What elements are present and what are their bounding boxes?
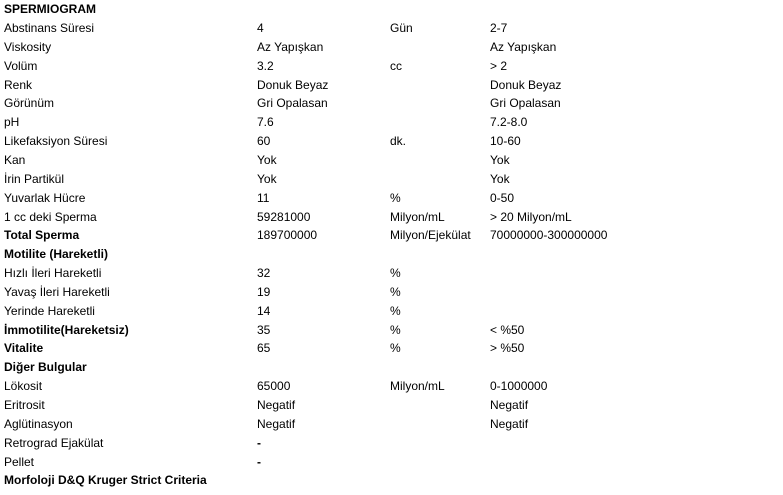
table-row — [0, 379, 783, 397]
table-row — [0, 153, 783, 171]
result-value: 189700000 — [257, 228, 318, 242]
parameter-name: Aglütinasyon — [4, 417, 73, 431]
result-value: Az Yapışkan — [257, 40, 324, 54]
result-value: - — [257, 436, 261, 450]
unit-label: % — [390, 323, 401, 337]
parameter-name: Motilite (Hareketli) — [4, 247, 109, 261]
table-row — [0, 436, 783, 454]
table-row — [0, 21, 783, 39]
result-value: Negatif — [257, 417, 296, 431]
reference-range: > 20 Milyon/mL — [490, 210, 572, 224]
result-value: 59281000 — [257, 210, 311, 224]
parameter-name: Yerinde Hareketli — [4, 304, 95, 318]
parameter-name: Total Sperma — [4, 228, 80, 242]
result-value: 4 — [257, 21, 264, 35]
result-value: Negatif — [257, 398, 296, 412]
unit-label: % — [390, 341, 401, 355]
unit-label: Milyon/mL — [390, 210, 445, 224]
reference-range: < %50 — [490, 323, 525, 337]
parameter-name: Renk — [4, 78, 33, 92]
result-value: Yok — [257, 153, 277, 167]
result-value: 65000 — [257, 379, 291, 393]
parameter-name: Yuvarlak Hücre — [4, 191, 86, 205]
table-row — [0, 172, 783, 190]
reference-range: Donuk Beyaz — [490, 78, 562, 92]
reference-range: > %50 — [490, 341, 525, 355]
reference-range: 70000000-300000000 — [490, 228, 608, 242]
result-value: 7.6 — [257, 115, 274, 129]
parameter-name: Likefaksiyon Süresi — [4, 134, 108, 148]
reference-range: Negatif — [490, 398, 529, 412]
parameter-name: Kan — [4, 153, 26, 167]
parameter-name: 1 cc deki Sperma — [4, 210, 97, 224]
parameter-name: Viskosity — [4, 40, 52, 54]
reference-range: 2-7 — [490, 21, 508, 35]
parameter-name: İmmotilite(Hareketsiz) — [4, 323, 129, 337]
unit-label: % — [390, 191, 401, 205]
reference-range: Az Yapışkan — [490, 40, 557, 54]
table-row — [0, 210, 783, 228]
result-value: 60 — [257, 134, 271, 148]
parameter-name: Abstinans Süresi — [4, 21, 95, 35]
unit-label: cc — [390, 59, 402, 73]
table-row — [0, 304, 783, 322]
parameter-name: Diğer Bulgular — [4, 360, 87, 374]
unit-label: dk. — [390, 134, 407, 148]
parameter-name: Eritrosit — [4, 398, 45, 412]
reference-range: 10-60 — [490, 134, 521, 148]
unit-label: % — [390, 304, 401, 318]
table-row — [0, 455, 783, 473]
result-value: Gri Opalasan — [257, 96, 328, 110]
parameter-name: Retrograd Ejakülat — [4, 436, 104, 450]
table-row — [0, 417, 783, 435]
table-row — [0, 96, 783, 114]
reference-range: 0-1000000 — [490, 379, 548, 393]
parameter-name: pH — [4, 115, 20, 129]
result-value: Donuk Beyaz — [257, 78, 329, 92]
table-row — [0, 59, 783, 77]
table-row — [0, 473, 783, 491]
result-value: 14 — [257, 304, 271, 318]
parameter-name: Pellet — [4, 455, 35, 469]
result-value: 3.2 — [257, 59, 274, 73]
result-value: 65 — [257, 341, 271, 355]
reference-range: Negatif — [490, 417, 529, 431]
table-row — [0, 115, 783, 133]
table-row — [0, 134, 783, 152]
table-row — [0, 247, 783, 265]
result-value: 35 — [257, 323, 271, 337]
reference-range: Yok — [490, 172, 510, 186]
parameter-name: Morfoloji D&Q Kruger Strict Criteria — [4, 473, 207, 487]
table-row — [0, 191, 783, 209]
result-value: 32 — [257, 266, 271, 280]
result-value: 19 — [257, 285, 271, 299]
table-row — [0, 228, 783, 246]
table-row — [0, 360, 783, 378]
unit-label: Gün — [390, 21, 413, 35]
reference-range: 7.2-8.0 — [490, 115, 528, 129]
parameter-name: Lökosit — [4, 379, 43, 393]
table-row — [0, 341, 783, 359]
table-row — [0, 398, 783, 416]
parameter-name: Vitalite — [4, 341, 44, 355]
result-value: 11 — [257, 191, 270, 205]
table-row — [0, 285, 783, 303]
result-value: - — [257, 455, 261, 469]
table-row — [0, 266, 783, 284]
table-row — [0, 78, 783, 96]
report-title: SPERMIOGRAM — [4, 2, 97, 16]
reference-range: Gri Opalasan — [490, 96, 561, 110]
table-row — [0, 323, 783, 341]
parameter-name: İrin Partikül — [4, 172, 65, 186]
unit-label: % — [390, 285, 401, 299]
parameter-name: Görünüm — [4, 96, 55, 110]
parameter-name: Yavaş İleri Hareketli — [4, 285, 110, 299]
unit-label: % — [390, 266, 401, 280]
result-value: Yok — [257, 172, 277, 186]
unit-label: Milyon/mL — [390, 379, 445, 393]
reference-range: Yok — [490, 153, 510, 167]
parameter-name: Volüm — [4, 59, 38, 73]
reference-range: 0-50 — [490, 191, 515, 205]
unit-label: Milyon/Ejekülat — [390, 228, 471, 242]
table-row — [0, 40, 783, 58]
reference-range: > 2 — [490, 59, 508, 73]
parameter-name: Hızlı İleri Hareketli — [4, 266, 102, 280]
